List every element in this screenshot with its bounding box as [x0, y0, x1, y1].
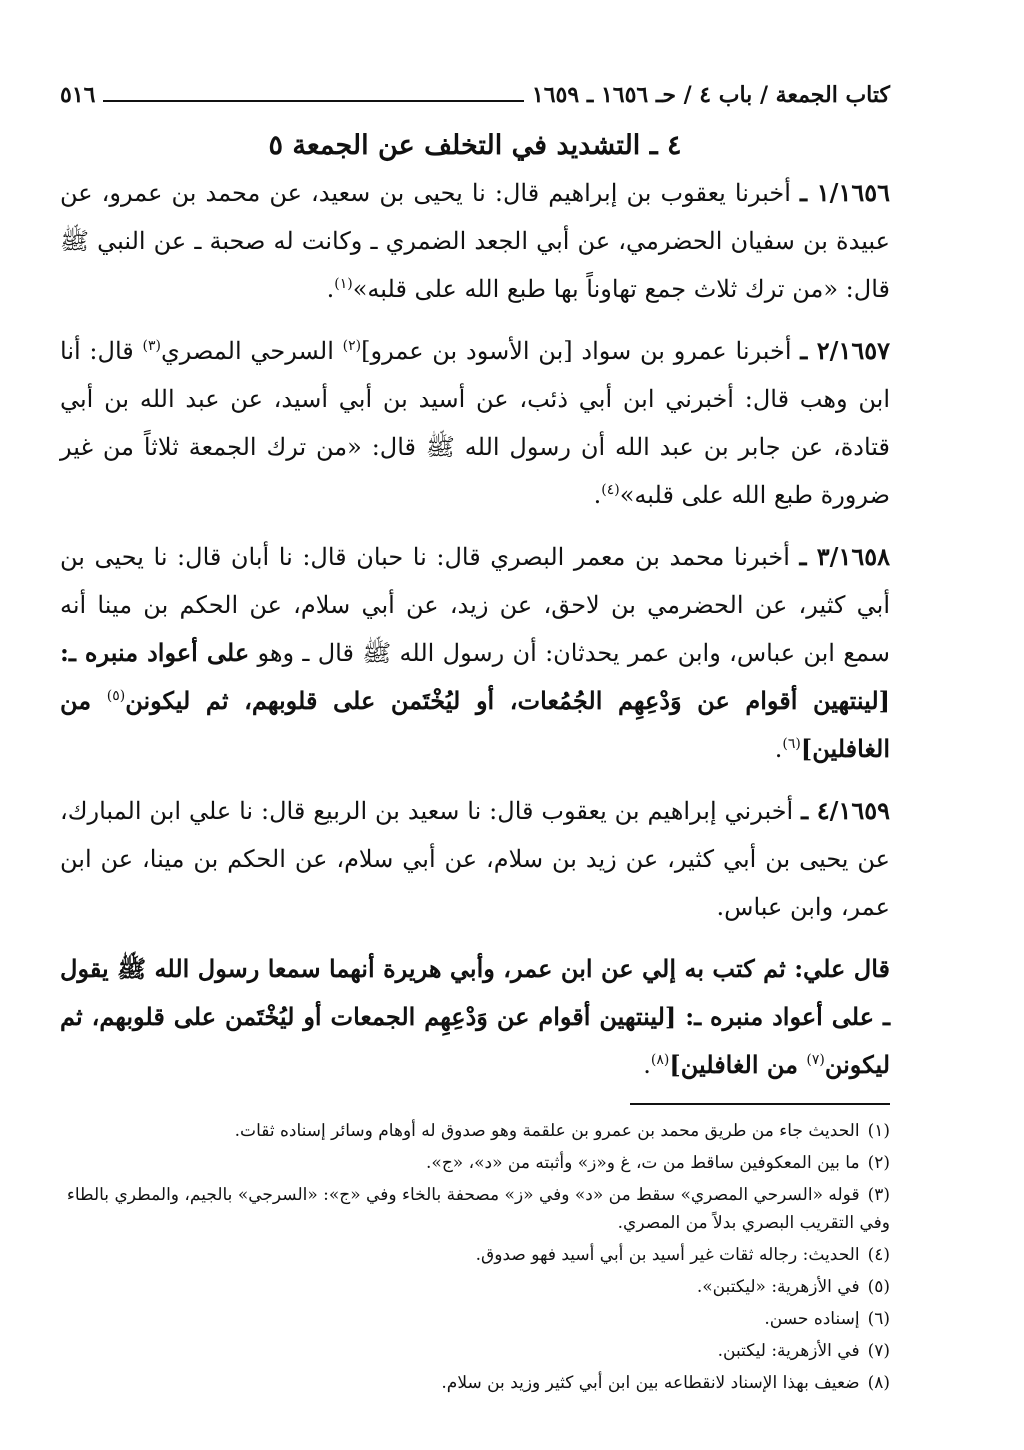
hadith-1659: [60, 787, 890, 931]
period: .: [774, 735, 783, 763]
footnotes-list: [60, 1117, 890, 1397]
footnote-number: (٥): [867, 1277, 890, 1297]
footnote-text: ضعيف بهذا الإسناد لانقطاعه بين ابن أبي كثير وزيد بن سلام.: [441, 1373, 860, 1393]
chapter-title: ٤ ـ التشديد في التخلف عن الجمعة ٥: [268, 130, 682, 161]
continuation-text: قال علي: ثم كتب به إلي عن ابن عمر، وأبي هريرة أنهما سمعا رسول الله ﷺ يقول ـ على أعواد منبره ـ: [لينتهين أقوام عن وَدْعِهِم الجمعات أو ليُخْتَمن على قلوبهم، ثم ليكونن: [60, 954, 890, 1079]
footnote-text: ما بين المعكوفين ساقط من ت، غ و«ز» وأثبته من «د»، «ج».: [426, 1153, 860, 1173]
footnote-ref: (٥): [106, 688, 126, 704]
hadith-text: أخبرني إبراهيم بن يعقوب قال: نا سعيد بن الربيع قال: نا علي ابن المبارك، عن يحيى بن أبي كثير، عن زيد بن سلام، عن أبي سلام، عن الحكم بن مينا، عن ابن عمر، وابن عباس.: [60, 797, 890, 921]
footnote-number: (٨): [867, 1373, 890, 1393]
footnote-number: (٤): [867, 1245, 890, 1265]
footnote: [60, 1149, 890, 1177]
footnote-text: في الأزهرية: «ليكتبن».: [696, 1277, 860, 1297]
footnote: [60, 1337, 890, 1365]
hadith-bold-text: على أعواد منبره ـ: [لينتهين أقوام عن وَدْعِهِم الجُمُعات، أو ليُخْتَمن على قلوبهم، ثم ليكونن: [60, 638, 890, 715]
hadith-text-part: السرحي المصري: [160, 337, 343, 365]
period: .: [326, 275, 335, 303]
hadith-text: أخبرنا يعقوب بن إبراهيم قال: نا يحيى بن سعيد، عن محمد بن عمرو، عن عبيدة بن سفيان الحضرمي، عن أبي الجعد الضمري ـ وكانت له صحبة ـ عن النبي ﷺ قال: «من ترك ثلاث جمع تهاوناً بها طبع الله على قلبه»: [60, 179, 890, 303]
running-title: كتاب الجمعة / باب ٤ / حـ ١٦٥٦ ـ ١٦٥٩: [531, 82, 890, 108]
hadith-number: ٤/١٦٥٩ ـ: [801, 796, 890, 825]
footnote: [60, 1241, 890, 1269]
hadith-number: ٣/١٦٥٨ ـ: [799, 542, 890, 571]
footnote-number: (١): [867, 1121, 890, 1141]
footnote-ref: (١): [334, 276, 353, 292]
footnote-text: في الأزهرية: ليكتبن.: [717, 1341, 860, 1361]
footnote-ref: (٣): [142, 338, 161, 354]
footnote-ref: (٧): [806, 1052, 825, 1068]
hadith-text-part: أخبرنا عمرو بن سواد [بن الأسود بن عمرو]: [361, 337, 792, 365]
page-number: ٥١٦: [60, 82, 96, 108]
continuation-text: من الغافلين]: [669, 1050, 807, 1079]
footnote: [60, 1273, 890, 1301]
hadith-1656: [60, 169, 890, 313]
header-rule: [103, 100, 523, 102]
footnote: [60, 1117, 890, 1145]
footnote: [60, 1305, 890, 1333]
footnote-number: (٢): [867, 1153, 890, 1173]
footnote-text: إسناده حسن.: [764, 1309, 860, 1329]
footnote-number: (٧): [867, 1341, 890, 1361]
footnote-ref: (٢): [342, 338, 362, 354]
footnote-text: الحديث: رجاله ثقات غير أسيد بن أبي أسيد فهو صدوق.: [475, 1245, 860, 1265]
hadith-bold-text: من الغافلين]: [60, 686, 890, 763]
running-header: [60, 82, 890, 122]
book-page: [60, 82, 890, 1422]
footnote-ref: (٤): [601, 482, 620, 498]
hadith-number: ٢/١٦٥٧ ـ: [800, 336, 890, 365]
footnote-number: (٣): [867, 1185, 890, 1205]
footnote-text: الحديث جاء من طريق محمد بن عمرو بن علقمة وهو صدوق له أوهام وسائر إسناده ثقات.: [234, 1121, 860, 1141]
footnote-ref: (٦): [782, 736, 801, 752]
hadith-1658: [60, 533, 890, 773]
hadith-text-part: أخبرنا محمد بن معمر البصري قال: نا حبان قال: نا أبان قال: نا يحيى بن أبي كثير، عن الحضرمي بن لاحق، عن زيد، عن أبي سلام، عن الحكم بن مينا أنه سمع ابن عباس، وابن عمر يحدثان: أن رسول الله ﷺ قال ـ وهو: [60, 543, 891, 667]
footnote: [60, 1181, 890, 1237]
footnote-text: قوله «السرحي المصري» سقط من «د» وفي «ز» مصحفة بالخاء وفي «ج»: «السرجي» بالجيم، والمطري بالطاء وفي التقريب البصري بدلاً من المصري.: [66, 1185, 890, 1233]
footnote: [60, 1369, 890, 1397]
hadith-text-part: قال: أنا ابن وهب قال: أخبرني ابن أبي ذئب، عن أسيد بن أبي أسيد، عن عبد الله بن أبي قتادة، عن جابر بن عبد الله أن رسول الله ﷺ قال: «من ترك الجمعة ثلاثاً من غير ضرورة طبع الله على قلبه»: [60, 337, 890, 509]
footnote-number: (٦): [867, 1309, 890, 1329]
hadith-number: ١/١٦٥٦ ـ: [799, 178, 890, 207]
hadith-1657: [60, 327, 890, 519]
footnote-divider: [630, 1103, 890, 1105]
hadith-continuation: [60, 945, 890, 1089]
footnote-ref: (٨): [650, 1052, 670, 1068]
period: .: [643, 1051, 651, 1079]
period: .: [593, 481, 602, 509]
